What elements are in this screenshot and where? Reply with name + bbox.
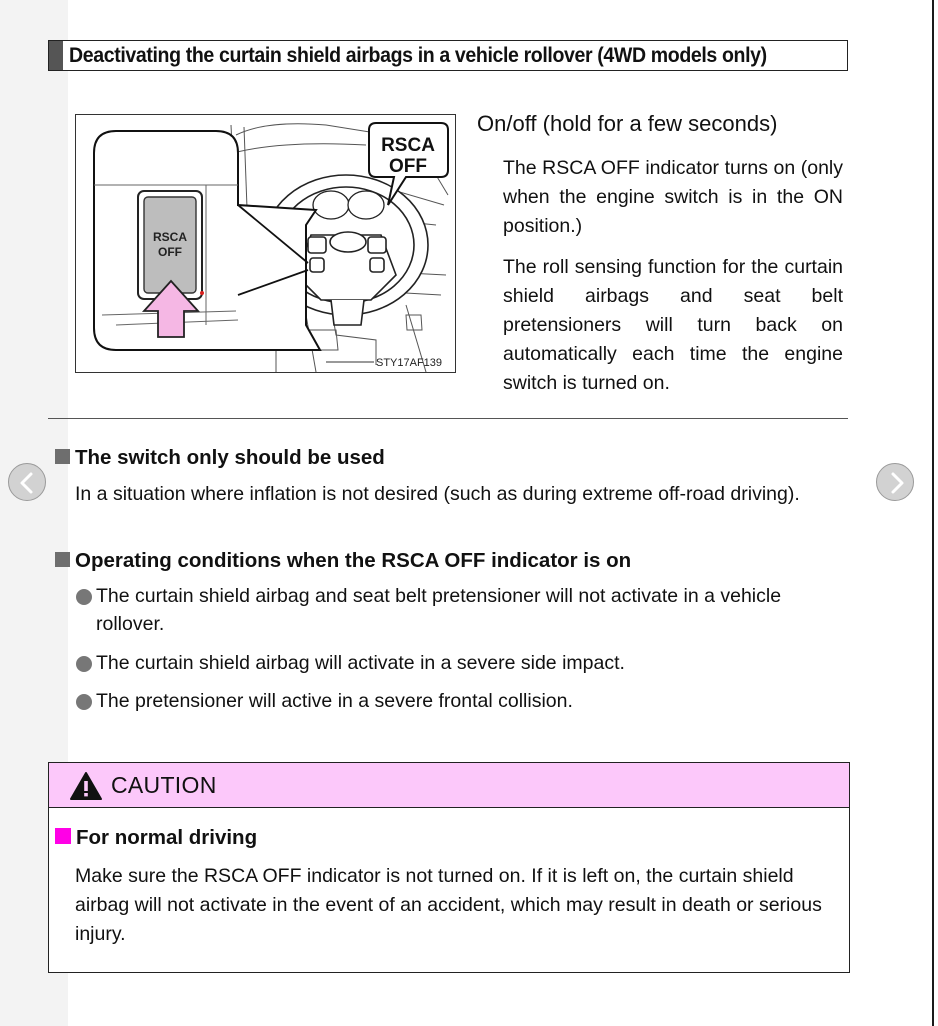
callout-text-line2: OFF: [389, 156, 427, 177]
caution-label: CAUTION: [111, 772, 217, 798]
switch-label-line1: RSCA: [152, 230, 188, 244]
roll-sensing-paragraph: The roll sensing function for the curtain shield airbags and seat belt pretensioners will turn back on automatically each time the engine switch is turned on.: [503, 256, 843, 394]
caution-box: [48, 762, 850, 973]
heading-marker: [55, 449, 70, 464]
switch-label-line2: OFF: [158, 245, 182, 259]
bullet-icon: [76, 656, 92, 672]
onoff-instruction: On/off (hold for a few seconds): [477, 111, 778, 136]
list-item-text: The pretensioner will active in a severe frontal collision.: [96, 690, 573, 712]
operating-conditions-heading-text: Operating conditions when the RSCA OFF indicator is on: [75, 549, 632, 572]
figure-code: STY17AF139: [376, 357, 443, 369]
list-item: [75, 582, 845, 638]
caution-heading-marker: [55, 828, 71, 844]
list-item: [75, 687, 845, 715]
switch-usage-heading-text: The switch only should be used: [75, 446, 385, 469]
caution-heading: [55, 826, 257, 850]
chevron-left-icon: [9, 464, 47, 502]
warning-icon: [69, 771, 103, 801]
section-divider: [48, 418, 848, 419]
switch-usage-text: In a situation where inflation is not desired (such as during extreme off-road driving).: [75, 483, 800, 505]
section-title-marker: [49, 41, 63, 70]
bullet-icon: [76, 694, 92, 710]
section-title: [48, 40, 848, 71]
section-title-text: Deactivating the curtain shield airbags in a vehicle rollover (4WD models only): [69, 44, 767, 67]
caution-text: Make sure the RSCA OFF indicator is not turned on. If it is left on, the curtain shield airbag will not activate in the event of an accident, which may result in death or serious injury.: [75, 865, 822, 945]
page-edge: [932, 0, 934, 1026]
previous-page-button[interactable]: [8, 463, 46, 501]
rsca-switch-figure: [75, 114, 456, 373]
list-item-text: The curtain shield airbag will activate in a severe side impact.: [96, 652, 625, 674]
indicator-paragraph: The RSCA OFF indicator turns on (only when the engine switch is in the ON position.): [503, 157, 843, 237]
chevron-right-icon: [877, 464, 915, 502]
list-item-text: The curtain shield airbag and seat belt pretensioner will not activate in a vehicle rollover.: [96, 585, 782, 635]
caution-heading-text: For normal driving: [76, 826, 258, 849]
list-item: [75, 649, 845, 677]
callout-text-line1: RSCA: [381, 135, 435, 156]
bullet-icon: [76, 589, 92, 605]
dashboard-illustration: [76, 115, 455, 372]
next-page-button[interactable]: [876, 463, 914, 501]
heading-marker: [55, 552, 70, 567]
operating-conditions-heading: [55, 549, 631, 573]
switch-usage-heading: [55, 446, 385, 470]
caution-header: [49, 763, 849, 808]
